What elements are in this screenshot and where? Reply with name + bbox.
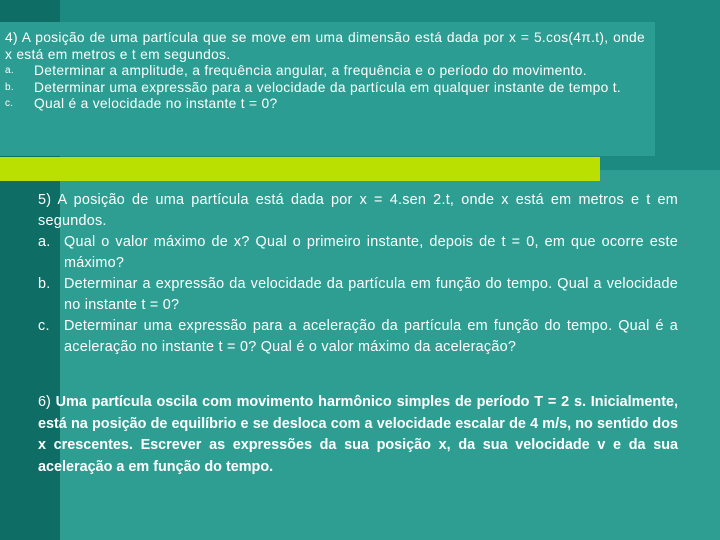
item-label: c. <box>5 98 14 109</box>
question-6-number: 6) <box>38 394 51 410</box>
item-label: b. <box>5 81 14 93</box>
question-5-item-b <box>38 274 678 316</box>
question-5-item-c <box>38 316 678 358</box>
question-5-intro: 5) A posição de uma partícula está dada por x = 4.sen 2.t, onde x está em metros e t em segundos. <box>38 192 678 229</box>
question-4-item-a <box>5 63 645 80</box>
question-4-intro: 4) A posição de uma partícula que se move em uma dimensão está dada por x = 5.cos(4π.t), onde x está em metros e t em segundos. <box>5 30 645 62</box>
question-5 <box>38 190 678 358</box>
accent-bar <box>0 157 600 181</box>
item-label: b. <box>38 276 51 292</box>
question-4-item-b <box>5 80 645 97</box>
item-text: Qual é a velocidade no instante t = 0? <box>34 96 278 111</box>
question-4 <box>5 30 645 113</box>
item-label: a. <box>5 65 14 76</box>
question-6 <box>38 392 678 478</box>
item-text: Qual o valor máximo de x? Qual o primeiro instante, depois de t = 0, em que ocorre este máximo? <box>64 234 678 271</box>
item-label: a. <box>38 234 51 250</box>
item-text: Determinar a amplitude, a frequência angular, a frequência e o período do movimento. <box>34 63 587 78</box>
question-6-text: Uma partícula oscila com movimento harmônico simples de período T = 2 s. Inicialmente, está na posição de equilíbrio e se desloca com a velocidade escalar de 4 m/s, no sentido dos x crescentes. Escrever as expressões da sua posição x, da sua velocidade v e da sua aceleração a em função do tempo. <box>38 394 678 475</box>
item-text: Determinar uma expressão para a velocidade da partícula em qualquer instante de tempo t. <box>34 79 622 95</box>
item-text: Determinar a expressão da velocidade da partícula em função do tempo. Qual a velocidade no instante t = 0? <box>64 276 678 313</box>
item-text: Determinar uma expressão para a aceleração da partícula em função do tempo. Qual é a aceleração no instante t = 0? Qual é o valor máximo da aceleração? <box>64 318 678 355</box>
question-5-item-a <box>38 232 678 274</box>
question-4-item-c <box>5 96 645 113</box>
item-label: c. <box>38 318 50 334</box>
